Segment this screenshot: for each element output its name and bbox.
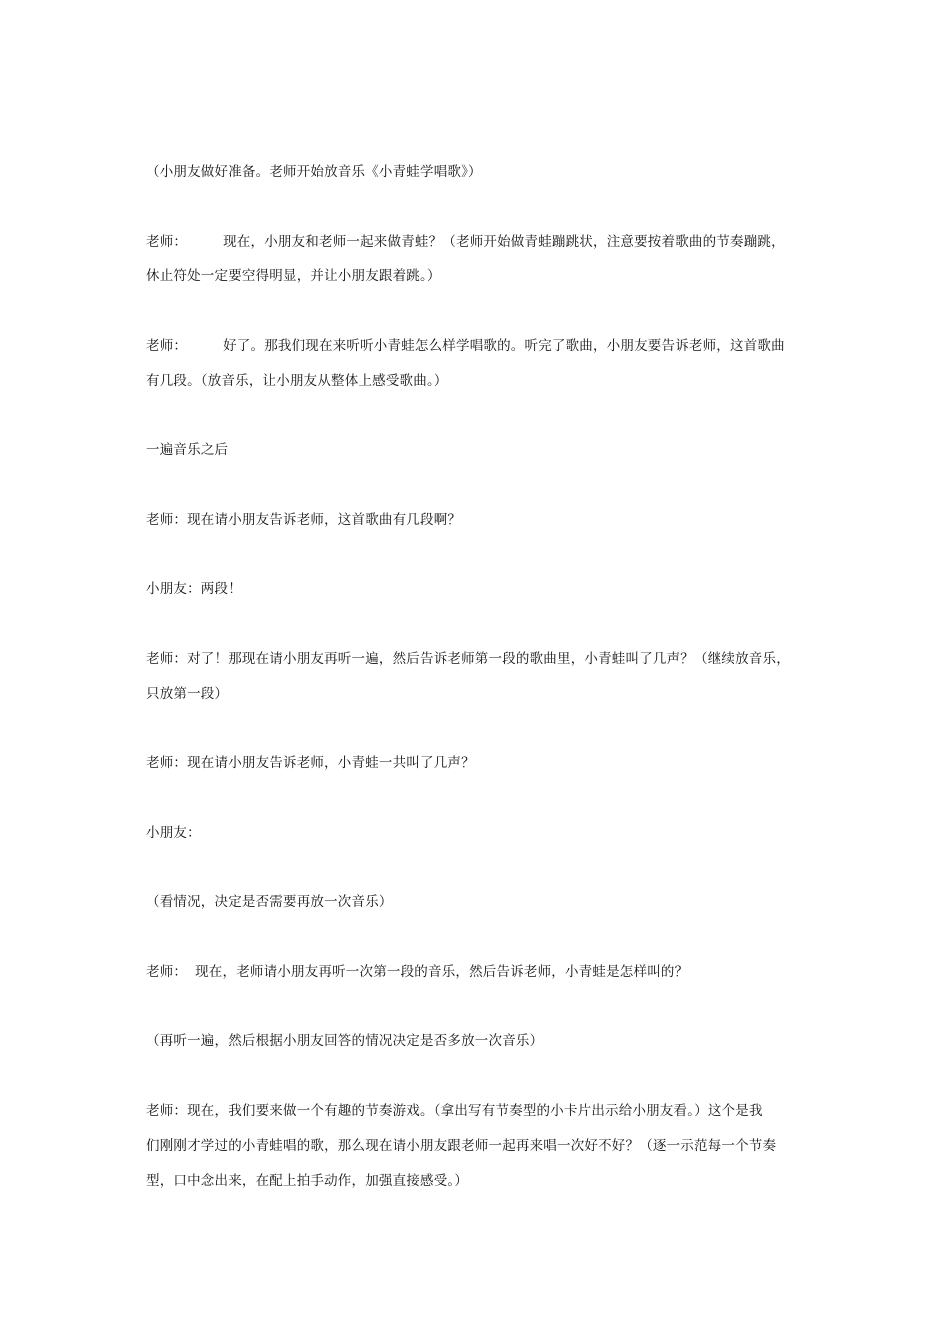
paragraph-teacher-4-line-2: 只放第一段） <box>146 686 229 702</box>
speaker-label: 老师： <box>146 964 188 980</box>
speaker-label: 老师： <box>146 338 188 354</box>
paragraph-intro: （小朋友做好准备。老师开始放音乐《小青蛙学唱歌》） <box>146 164 482 180</box>
paragraph-child-1: 小朋友：两段！ <box>146 581 242 597</box>
speaker-label: 老师： <box>146 234 188 250</box>
paragraph-note-2: （再听一遍，然后根据小朋友回答的情况决定是否多放一次音乐） <box>146 1033 544 1049</box>
dialogue-text: 现在，小朋友和老师一起来做青蛙？（老师开始做青蛙蹦跳状，注意要按着歌曲的节奏蹦跳， <box>223 234 785 250</box>
paragraph-teacher-5: 老师：现在请小朋友告诉老师，小青蛙一共叫了几声？ <box>146 755 475 771</box>
paragraph-teacher-1-line-2: 休止符处一定要空得明显，并让小朋友跟着跳。） <box>146 268 441 284</box>
paragraph-teacher-7-line-3: 型，口中念出来，在配上拍手动作，加强直接感受。） <box>146 1173 469 1189</box>
paragraph-teacher-7-line-2: 们刚刚才学过的小青蛙唱的歌，那么现在请小朋友跟老师一起再来唱一次好不好？（逐一示范每一个节奏 <box>146 1138 777 1154</box>
paragraph-teacher-6 <box>146 963 816 981</box>
paragraph-teacher-7-line-1: 老师：现在，我们要来做一个有趣的节奏游戏。（拿出写有节奏型的小卡片出示给小朋友看。）这个是我 <box>146 1103 763 1119</box>
paragraph-child-2: 小朋友： <box>146 825 201 841</box>
paragraph-teacher-3: 老师：现在请小朋友告诉老师，这首歌曲有几段啊？ <box>146 512 462 528</box>
dialogue-text: 好了。那我们现在来听听小青蛙怎么样学唱歌的。听完了歌曲，小朋友要告诉老师，这首歌曲 <box>223 338 785 354</box>
paragraph-teacher-4-line-1: 老师：对了！那现在请小朋友再听一遍，然后告诉老师第一段的歌曲里，小青蛙叫了几声？（继续放音乐， <box>146 651 790 667</box>
dialogue-text: 现在，老师请小朋友再听一次第一段的音乐，然后告诉老师，小青蛙是怎样叫的？ <box>195 964 689 980</box>
paragraph-note-1: （看情况，决定是否需要再放一次音乐） <box>146 894 393 910</box>
paragraph-after-music: 一遍音乐之后 <box>146 442 229 458</box>
paragraph-teacher-2-line-2: 有几段。（放音乐，让小朋友从整体上感受歌曲。） <box>146 373 448 389</box>
paragraph-teacher-2-line-1 <box>146 337 816 355</box>
paragraph-teacher-1-line-1 <box>146 233 816 251</box>
